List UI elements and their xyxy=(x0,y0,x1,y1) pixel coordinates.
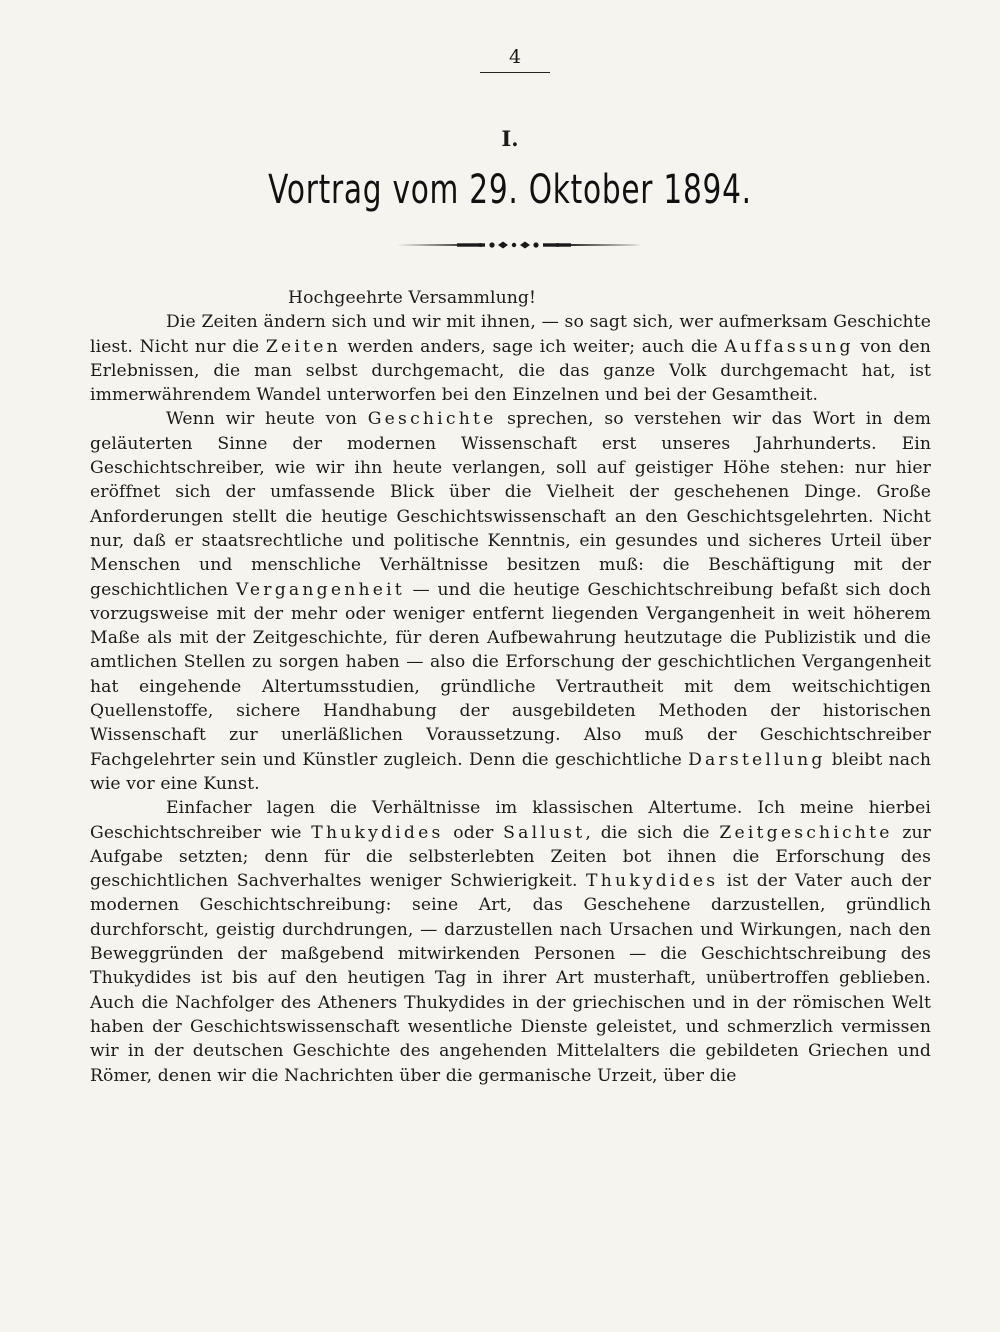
text-run: oder xyxy=(443,822,504,843)
emphasis-darstellung: Darstellung xyxy=(688,749,826,770)
emphasis-thukydides: Thukydides xyxy=(311,822,444,843)
text-run: Einfacher lagen die Verhältnisse im klassischen Altertume. Ich meine hierbei Geschichtschreiber wie xyxy=(90,798,931,843)
text-run: zur Aufgabe setzten; denn für die selbsterlebten Zeiten bot ihnen die Erforschung des geschichtlichen Sachverhaltes weniger Schwierigkeit. xyxy=(90,822,931,892)
text-run: sprechen, so verstehen wir das Wort in dem geläuterten Sinne der modernen Wissenschaft erst unseres Jahrhunderts. Ein Geschichtschreiber, wie wir ihn heute verlangen, soll auf geistiger Höhe stehen: nur hier eröffnet sich der umfassende Blick über die Vielheit der geschehenen Dinge. Große Anforderungen stellt die heutige Geschichtswissenschaft an den Geschichtsgelehrten. Nicht nur, daß er staatsrechtliche und politische Kenntnis, ein gesundes und sicheres Urteil über Menschen und menschliche Verhältnisse besitzen muß: die Beschäftigung mit der geschichtlichen xyxy=(90,409,931,600)
text-run: Wenn wir heute von xyxy=(166,409,368,430)
text-run: ist der Vater auch der modernen Geschichtschreibung: seine Art, das Geschehene darzustellen, gründlich durchforscht, geistig durchdrungen, — darzustellen nach Ursachen und Wirkungen, nach den Beweggründen der maßgebend mitwirkenden Personen — die Geschichtschreibung des Thukydides ist bis auf den heutigen Tag in ihrer Art musterhaft, unübertroffen geblieben. Auch die Nachfolger des Atheners Thukydides in der griechischen und in der römischen Welt haben der Geschichtswissenschaft wesentliche Dienste geleistet, und schmerzlich vermissen wir in der deutschen Geschichte des angehenden Mittelalters die gebildeten Griechen und Römer, denen wir die Nachrichten über die germanische Urzeit, über die xyxy=(90,871,931,1086)
text-run: von den Erlebnissen, die man selbst durchgemacht, die das ganze Volk durchgemacht hat, ist immerwährendem Wandel unterworfen bei den Einzelnen und bei der Gesamtheit. xyxy=(90,336,931,406)
salutation: Hochgeehrte Versammlung! xyxy=(288,288,537,308)
text-run: werden anders, sage ich weiter; auch die xyxy=(340,336,725,357)
emphasis-sallust: Sallust xyxy=(503,822,586,843)
emphasis-zeiten: Zeiten xyxy=(265,336,341,357)
paragraph-2 xyxy=(90,407,931,796)
title-rule-ornament xyxy=(397,238,641,252)
text-run: bleibt nach wie vor eine Kunst. xyxy=(90,749,931,794)
text-run: — und die heutige Geschichtschreibung befaßt sich doch vorzugsweise mit der mehr oder weniger entfernt liegenden Vergangenheit in weit höherem Maße als mit der Zeitgeschichte, für deren Aufbewahrung heutzutage die Publizistik und die amtlichen Stellen zu sorgen haben — also die Erforschung der geschichtlichen Vergangenheit hat eingehende Altertumsstudien, gründliche Vertrautheit mit dem weitschichtigen Quellenstoffe, sichere Handhabung der ausgebildeten Methoden der historischen Wissenschaft zur unerläßlichen Voraussetzung. Also muß der Geschichtschreiber Fachgelehrter sein und Künstler zugleich. Denn die geschichtliche xyxy=(90,579,931,770)
text-run: , die sich die xyxy=(585,822,720,843)
text-run: Die Zeiten ändern sich und wir mit ihnen, — so sagt sich, wer aufmerksam Geschichte liest. Nicht nur die xyxy=(90,312,931,357)
page-title: Vortrag vom 29. Oktober 1894. xyxy=(268,167,752,213)
emphasis-thukydides-2: Thukydides xyxy=(586,871,719,892)
emphasis-auffassung: Auffassung xyxy=(724,336,854,357)
body-text xyxy=(90,286,931,1088)
emphasis-vergangenheit: Vergangenheit xyxy=(235,579,405,600)
paragraph-3 xyxy=(90,796,931,1088)
emphasis-geschichte: Geschichte xyxy=(367,409,497,430)
paragraph-1 xyxy=(90,310,931,407)
chapter-numeral: I. xyxy=(501,126,519,151)
emphasis-zeitgeschichte: Zeitgeschichte xyxy=(719,822,893,843)
page-number: 4 xyxy=(480,46,550,73)
